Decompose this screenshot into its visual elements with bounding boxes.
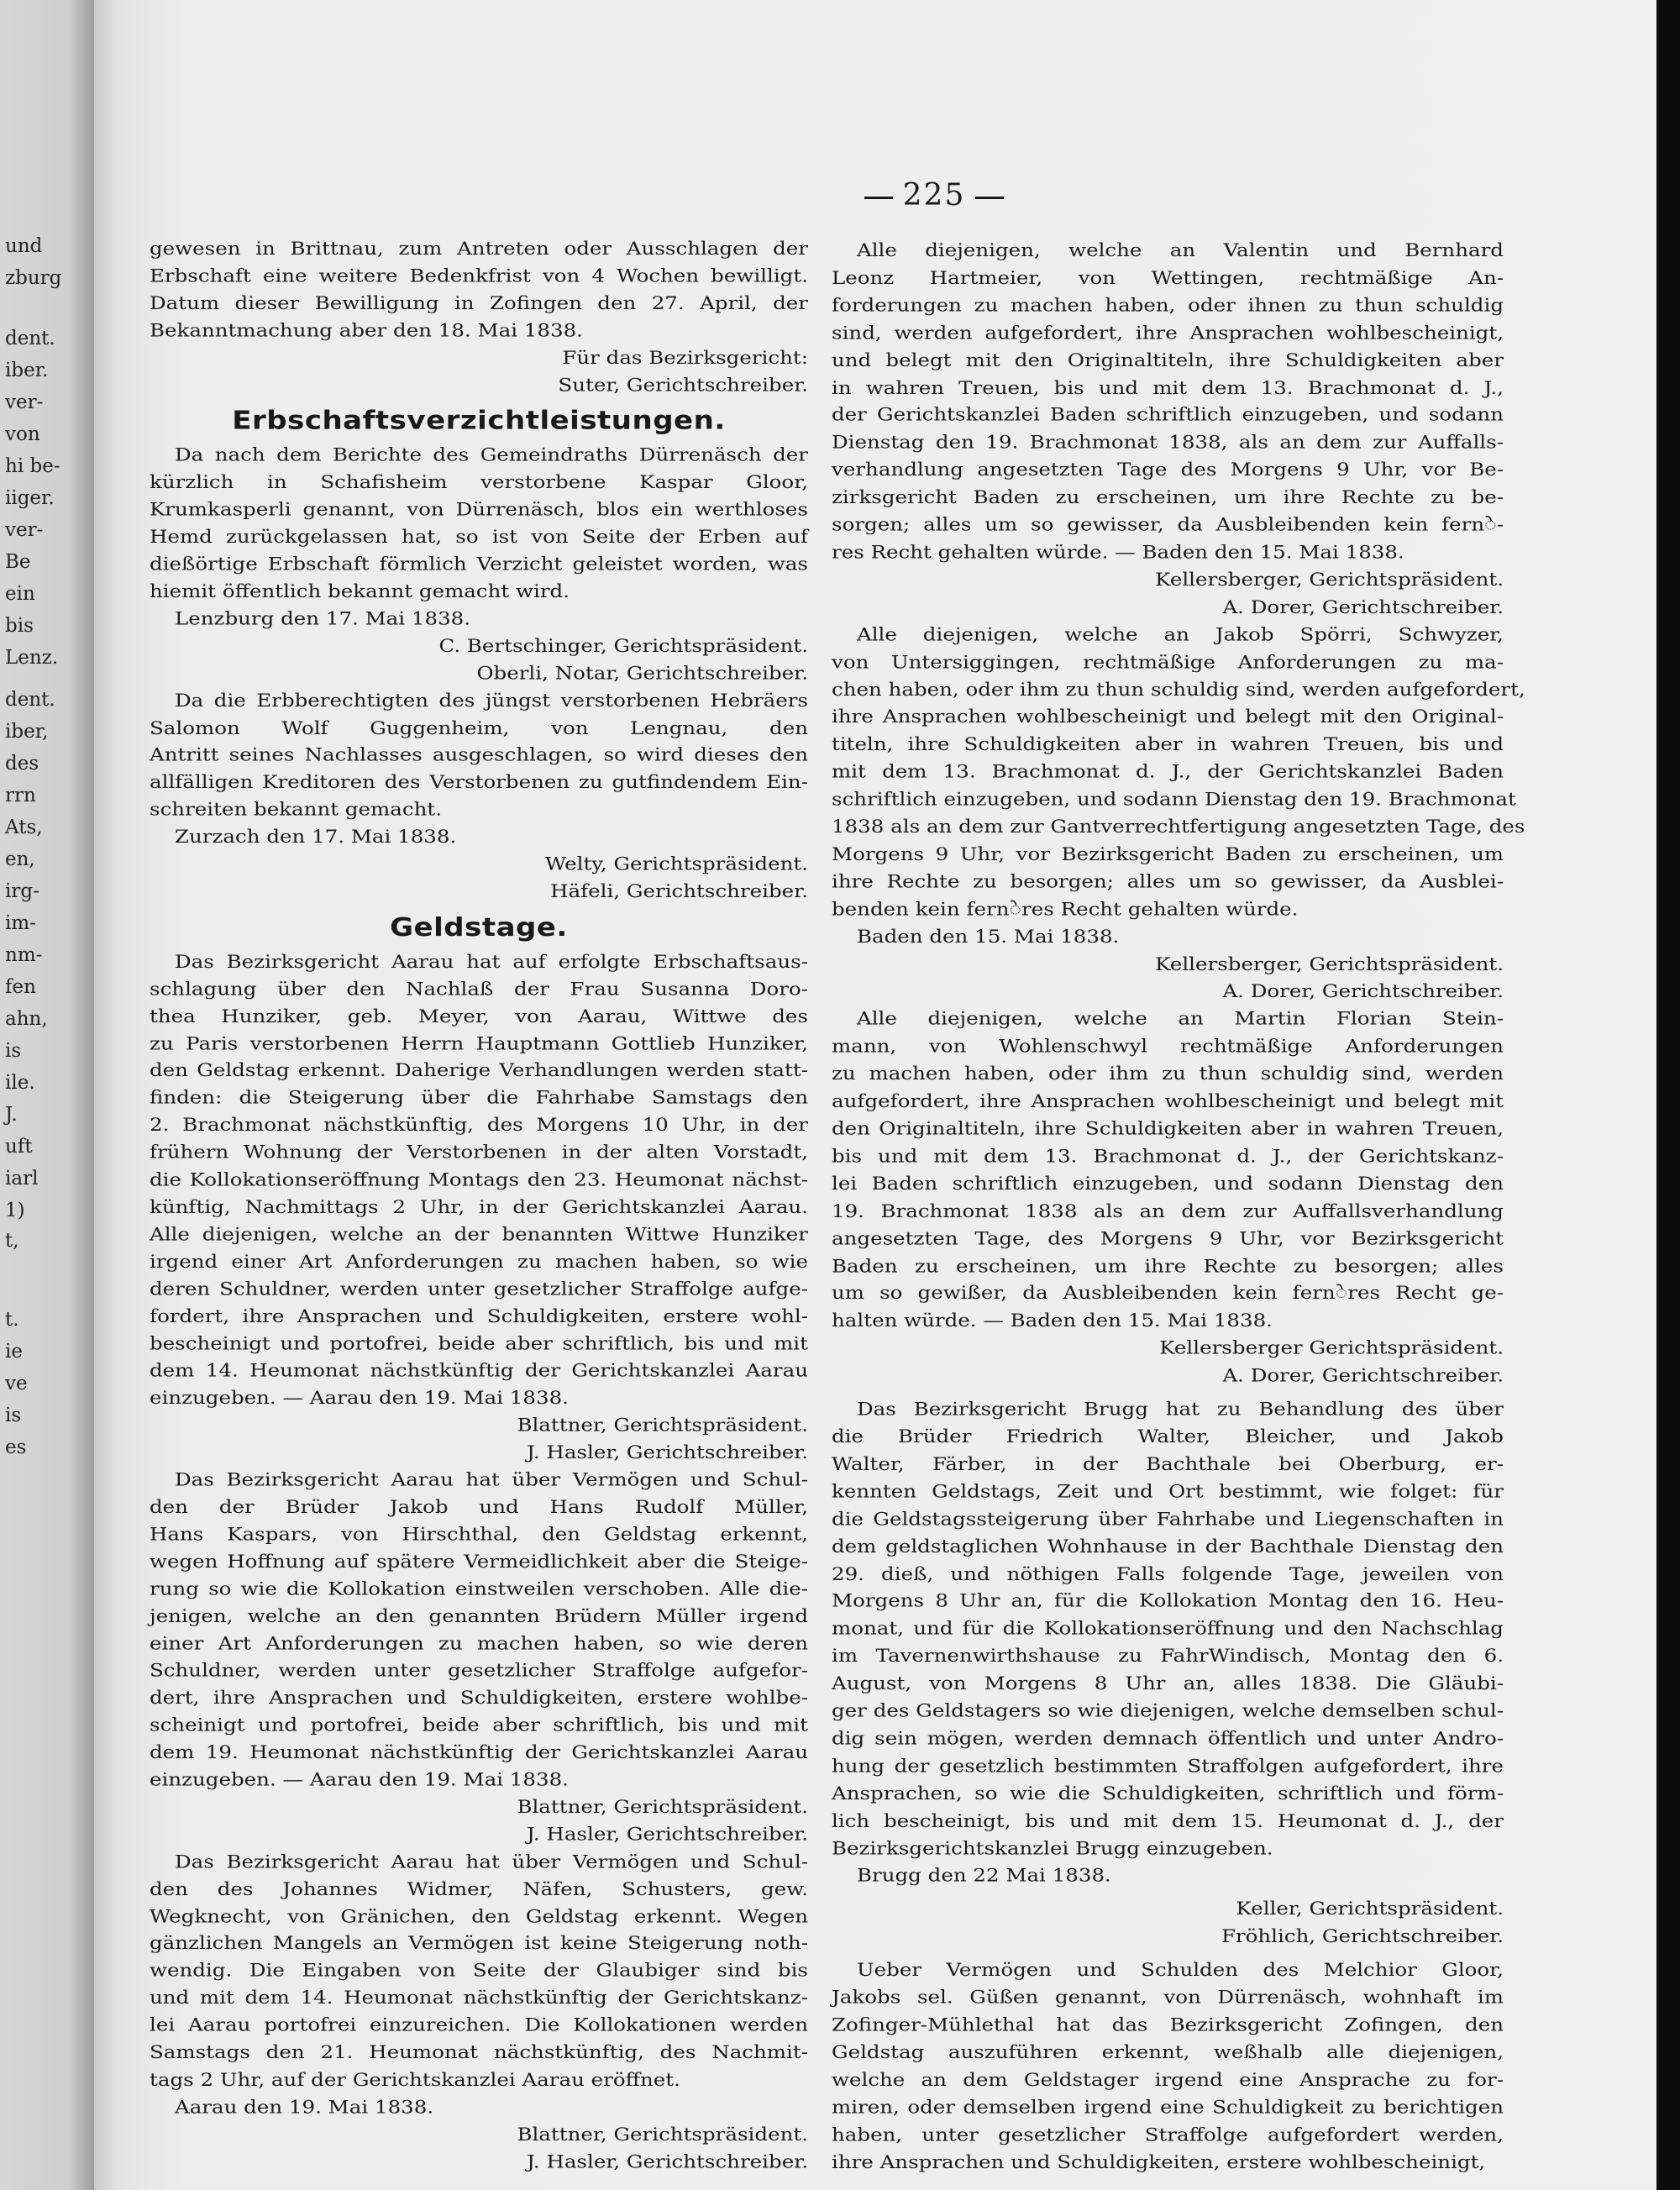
notice-line: thea Hunziker, geb. Meyer, von Aarau, Wittwe des bbox=[150, 1005, 808, 1027]
spacer bbox=[832, 1389, 1504, 1395]
prev-page-fragment: uft bbox=[5, 1136, 33, 1158]
notice-line: ihre Ansprachen wohlbescheinigt und belegt mit den Original- bbox=[832, 706, 1504, 727]
notice-line: Salomon Wolf Guggenheim, von Lengnau, den bbox=[150, 717, 808, 738]
notice-date: Aarau den 19. Mai 1838. bbox=[175, 2096, 434, 2118]
notice-line: lei Aarau portofrei einzureichen. Die Kollokationen werden bbox=[150, 2014, 808, 2036]
signature-clerk: J. Hasler, Gerichtschreiber. bbox=[526, 1441, 808, 1463]
notice-line: Walter, Färber, in der Bachthale bei Oberburg, er- bbox=[832, 1452, 1504, 1475]
spacer bbox=[832, 1889, 1504, 1895]
notice-line: dem 19. Heumonat nächstkünftig der Gerichtskanzlei Aarau bbox=[150, 1741, 808, 1763]
notice-line: dem geldstaglichen Wohnhause in der Bachthale Dienstag den bbox=[832, 1535, 1504, 1557]
notice-line: Leonz Hartmeier, von Wettingen, rechtmäßige An- bbox=[832, 266, 1504, 289]
prev-page-fragment: ie bbox=[5, 1341, 23, 1363]
notice-line: res Recht gehalten würde. — Baden den 15. Mai 1838. bbox=[832, 541, 1404, 563]
notice-line: deren Schuldner, werden unter gesetzlicher Straffolge aufge- bbox=[150, 1278, 808, 1300]
prev-page-fragment: ile. bbox=[5, 1072, 35, 1094]
signature-president: Blattner, Gerichtspräsident. bbox=[517, 1414, 808, 1436]
notice-line: forderungen zu machen haben, oder ihnen zu thun schuldig bbox=[832, 294, 1504, 316]
prev-page-fragment: rrn bbox=[5, 785, 36, 806]
prev-page-fragment: J. bbox=[5, 1104, 18, 1126]
spacer bbox=[832, 1951, 1504, 1956]
notice-line: Dienstag den 19. Brachmonat 1838, als an dem zur Auffalls- bbox=[832, 431, 1504, 454]
prev-page-fragment: ver- bbox=[5, 519, 44, 541]
prev-page-fragment: en, bbox=[5, 848, 35, 870]
prev-page-fragment: zburg bbox=[5, 267, 62, 289]
notice-line: Das Bezirksgericht Brugg hat zu Behandlung des über bbox=[857, 1398, 1504, 1420]
notice-line: dig sein mögen, werden demnach öffentlich und unter Andro- bbox=[832, 1727, 1504, 1749]
notice-line: bescheinigt und portofrei, beide aber schriftlich, bis und mit bbox=[150, 1331, 808, 1354]
notice-line: Wegknecht, von Gränichen, den Geldstag erkennt. Wegen bbox=[150, 1904, 808, 1927]
notice-date: Zurzach den 17. Mai 1838. bbox=[175, 825, 457, 848]
notice-line: scheinigt und portofrei, beide aber schriftlich, bis und mit bbox=[150, 1714, 808, 1736]
signature-president: Kellersberger, Gerichtspräsident. bbox=[1155, 953, 1504, 974]
notice-line: schreiten bekannt gemacht. bbox=[150, 798, 443, 821]
signature-president: Kellersberger Gerichtspräsident. bbox=[1159, 1337, 1504, 1359]
notice-line: fordert, ihre Ansprachen und Schuldigkeiten, erstere wohl- bbox=[150, 1305, 808, 1326]
prev-page-fragment: Be bbox=[5, 551, 31, 573]
notice-line: 2. Brachmonat nächstkünftig, des Morgens 10 Uhr, in der bbox=[150, 1114, 808, 1136]
prev-page-fragment: es bbox=[5, 1436, 27, 1458]
notice-line: aufgefordert, ihre Ansprachen wohlbescheinigt und belegt mit bbox=[832, 1090, 1504, 1112]
notice-line: einer Art Anforderungen zu machen haben, so wie deren bbox=[150, 1632, 808, 1654]
prev-page-fragment: ver- bbox=[5, 391, 44, 413]
prev-page-fragment: des bbox=[5, 753, 39, 775]
notice-line: gänzlichen Mangels an Vermögen ist keine Steigerung noth- bbox=[150, 1932, 808, 1954]
notice-line: Geldstag auszuführen erkennt, weßhalb alle diejenigen, bbox=[832, 2040, 1504, 2063]
notice-line: dem 14. Heumonat nächstkünftig der Gerichtskanzlei Aarau bbox=[150, 1359, 808, 1381]
notice-line: mann, von Wohlenschwyl rechtmäßige Anforderungen bbox=[832, 1035, 1504, 1057]
notice-line: der Gerichtskanzlei Baden schriftlich einzugeben, und sodann bbox=[832, 403, 1504, 426]
notice-line: Alle diejenigen, welche an Jakob Spörri, Schwyzer, bbox=[857, 623, 1504, 645]
prev-page-fragment: Lenz. bbox=[5, 647, 59, 669]
notice-line: zu machen haben, oder ihm zu thun schuldig sind, werden bbox=[832, 1062, 1504, 1084]
prev-page-fragment: ein bbox=[5, 583, 35, 605]
signature-clerk: Häfeli, Gerichtschreiber. bbox=[550, 880, 808, 902]
notice-line: Ueber Vermögen und Schulden des Melchior Gloor, bbox=[857, 1958, 1504, 1981]
prev-page-fragment: 1) bbox=[5, 1200, 25, 1221]
notice-line: ger des Geldstagers so wie diejenigen, welche demselben schul- bbox=[832, 1699, 1504, 1722]
notice-line: schriftlich einzugeben, und sodann Dienstag den 19. Brachmonat bbox=[832, 788, 1516, 810]
signature-clerk: A. Dorer, Gerichtschreiber. bbox=[1222, 1364, 1504, 1386]
notice-line: kürzlich in Schafisheim verstorbene Kaspar Gloor, bbox=[150, 470, 808, 493]
intro-line: gewesen in Brittnau, zum Antreten oder Ausschlagen der bbox=[150, 237, 808, 260]
prev-page-fragment: dent. bbox=[5, 689, 55, 711]
section-heading: Erbschaftsverzichtleistungen. bbox=[232, 406, 726, 436]
signature-clerk: A. Dorer, Gerichtschreiber. bbox=[1222, 979, 1504, 1002]
notice-date: Baden den 15. Mai 1838. bbox=[857, 925, 1120, 948]
signature-president: Welty, Gerichtspräsident. bbox=[544, 853, 808, 874]
notice-line: 19. Brachmonat 1838 als an dem zur Auffallsverhandlung bbox=[832, 1200, 1504, 1221]
notice-line: Morgens 9 Uhr, vor Bezirksgericht Baden zu erscheinen, um bbox=[832, 843, 1504, 865]
prev-page-fragment: Ats, bbox=[5, 817, 43, 838]
notice-line: den Originaltiteln, ihre Schuldigkeiten aber in wahren Treuen, bbox=[832, 1117, 1504, 1139]
notice-line: bis und mit dem 13. Brachmonat d. J., der Gerichtskanz- bbox=[832, 1144, 1504, 1167]
notice-line: Alle diejenigen, welche an der benannten Wittwe Hunziker bbox=[150, 1223, 808, 1245]
signature-clerk: A. Dorer, Gerichtschreiber. bbox=[1222, 596, 1504, 618]
notice-line: frühern Wohnung der Verstorbenen in der alten Vorstadt, bbox=[150, 1141, 808, 1163]
notice-line: Alle diejenigen, welche an Valentin und Bernhard bbox=[857, 239, 1504, 261]
section-heading: Geldstage. bbox=[390, 912, 568, 943]
prev-page-fragment: t. bbox=[5, 1309, 19, 1331]
signature-president: Kellersberger, Gerichtspräsident. bbox=[1155, 568, 1504, 591]
notice-line: Morgens 8 Uhr an, für die Kollokation Montag den 16. Heu- bbox=[832, 1589, 1504, 1612]
notice-line: hiemit öffentlich bekannt gemacht wird. bbox=[150, 580, 570, 602]
notice-line: ihre Ansprachen und Schuldigkeiten, erstere wohlbescheinigt, bbox=[832, 2151, 1486, 2173]
notice-line: Krumkasperli genannt, von Dürrenäsch, blos ein werthloses bbox=[150, 498, 808, 520]
notice-line: dert, ihre Ansprachen und Schuldigkeiten, erstere wohlbe- bbox=[150, 1687, 808, 1709]
notice-line: den Geldstag erkennt. Daherige Verhandlungen werden statt- bbox=[150, 1059, 808, 1081]
notice-line: Das Bezirksgericht Aarau hat über Vermögen und Schul- bbox=[175, 1468, 808, 1490]
notice-line: wendig. Die Eingaben von Seite der Glaubiger sind bis bbox=[150, 1959, 808, 1982]
notice-line: Antritt seines Nachlasses ausgeschlagen, so wird dieses den bbox=[150, 743, 808, 766]
dash-right bbox=[975, 197, 1004, 199]
notice-line: die Brüder Friedrich Walter, Bleicher, und Jakob bbox=[832, 1425, 1504, 1447]
notice-line: einzugeben. — Aarau den 19. Mai 1838. bbox=[150, 1768, 569, 1790]
notice-line: tags 2 Uhr, auf der Gerichtskanzlei Aarau eröffnet. bbox=[150, 2068, 680, 2091]
notice-line: sind, werden aufgefordert, ihre Ansprachen wohlbescheinigt, bbox=[832, 321, 1504, 344]
notice-line: hung der gesetzlich bestimmten Straffolgen aufgefordert, ihre bbox=[832, 1754, 1504, 1777]
prev-page-fragment: ahn, bbox=[5, 1008, 48, 1030]
notice-line: wegen Hoffnung auf spätere Vermeidlichkeit aber die Steige- bbox=[150, 1550, 808, 1573]
notice-line: finden: die Steigerung über die Fahrhabe Samstags den bbox=[150, 1086, 808, 1109]
notice-line: zu Paris verstorbenen Herrn Hauptmann Gottlieb Hunziker, bbox=[150, 1032, 808, 1054]
notice-line: künftig, Nachmittags 2 Uhr, in der Gerichtskanzlei Aarau. bbox=[150, 1195, 808, 1218]
prev-page-fragment: is bbox=[5, 1405, 22, 1426]
notice-line: kennten Geldstags, Zeit und Ort bestimmt, wie folget: für bbox=[832, 1480, 1504, 1502]
prev-page-fragment: is bbox=[5, 1040, 22, 1062]
page-number-text: 225 bbox=[902, 178, 966, 213]
notice-line: Da nach dem Berichte des Gemeindraths Dürrenäsch der bbox=[175, 444, 808, 465]
notice-line: Das Bezirksgericht Aarau hat über Vermögen und Schul- bbox=[175, 1850, 808, 1872]
prev-page-fragment: fen bbox=[5, 976, 36, 998]
intro-line: Erbschaft eine weitere Bedenkfrist von 4 Wochen bewilligt. bbox=[150, 265, 808, 286]
prev-page-fragment: dent. bbox=[5, 328, 55, 349]
notice-line: schlagung über den Nachlaß der Frau Susanna Doro- bbox=[150, 977, 808, 1000]
signature-president: Blattner, Gerichtspräsident. bbox=[517, 2123, 808, 2145]
notice-line: in wahren Treuen, bis und mit dem 13. Brachmonat d. J., bbox=[832, 376, 1504, 398]
notice-line: Samstags den 21. Heumonat nächstkünftig, des Nachmit- bbox=[150, 2041, 808, 2063]
page-number bbox=[833, 178, 1035, 213]
intro-line: Datum dieser Bewilligung in Zofingen den 27. April, der bbox=[150, 291, 808, 314]
notice-line: Ansprachen, so wie die Schuldigkeiten, schriftlich und förm- bbox=[832, 1782, 1504, 1804]
notice-line: August, von Morgens 8 Uhr an, alles 1838. Die Gläubi- bbox=[832, 1672, 1504, 1694]
prev-page-fragment: iber. bbox=[5, 360, 49, 381]
notice-line: Da die Erbberechtigten des jüngst verstorbenen Hebräers bbox=[175, 689, 808, 712]
notice-line: allfälligen Kreditoren des Verstorbenen zu gutfindendem Ein- bbox=[150, 771, 808, 793]
notice-line: sorgen; alles um so gewisser, da Ausbleibenden kein fernे- bbox=[832, 513, 1504, 536]
notice-line: angesetzten Tage, des Morgens 9 Uhr, vor Bezirksgericht bbox=[832, 1226, 1504, 1249]
left-column bbox=[150, 235, 808, 2176]
notice-line: Hemd zurückgelassen hat, so ist von Seite der Erben auf bbox=[150, 525, 808, 548]
notice-line: verhandlung angesetzten Tage des Morgens 9 Uhr, vor Be- bbox=[832, 459, 1504, 481]
notice-line: die Kollokationseröffnung Montags den 23. Heumonat nächst- bbox=[150, 1169, 808, 1190]
prev-page-fragment: und bbox=[5, 235, 43, 257]
notice-line: die Geldstagssteigerung über Fahrhabe und Liegenschaften in bbox=[832, 1507, 1504, 1530]
notice-line: welche an dem Geldstager irgend eine Ansprache zu for- bbox=[832, 2068, 1504, 2091]
notice-line: Baden zu erscheinen, um ihre Rechte zu besorgen; alles bbox=[832, 1254, 1504, 1277]
notice-line: dießörtige Erbschaft förmlich Verzicht geleistet worden, was bbox=[150, 553, 808, 575]
notice-line: Hans Kaspars, von Hirschthal, den Geldstag erkennt, bbox=[150, 1523, 808, 1545]
notice-line: titeln, ihre Schuldigkeiten aber in wahren Treuen, bis und bbox=[832, 733, 1504, 755]
notice-line: und belegt mit den Originaltiteln, ihre Schuldigkeiten aber bbox=[832, 349, 1504, 371]
notice-line: haben, unter gesetzlicher Straffolge aufgefordert werden, bbox=[832, 2123, 1504, 2145]
notice-date: Brugg den 22 Mai 1838. bbox=[857, 1864, 1111, 1887]
prev-page-fragment: iber, bbox=[5, 721, 49, 743]
prev-page-fragment: t, bbox=[5, 1230, 19, 1252]
notice-line: lich bescheinigt, bis und mit dem 15. Heumonat d. J., der bbox=[832, 1809, 1504, 1831]
notice-line: halten würde. — Baden den 15. Mai 1838. bbox=[832, 1309, 1273, 1331]
signature-clerk: Suter, Gerichtschreiber. bbox=[558, 373, 808, 396]
notice-line: chen haben, oder ihm zu thun schuldig sind, werden aufgefordert, bbox=[832, 678, 1525, 701]
notice-line: Alle diejenigen, welche an Martin Florian Stein- bbox=[857, 1007, 1504, 1030]
notice-line: miren, oder demselben irgend eine Schuldigkeit zu berichtigen bbox=[832, 2096, 1504, 2118]
notice-date: Lenzburg den 17. Mai 1838. bbox=[175, 607, 471, 629]
signature-clerk: J. Hasler, Gerichtschreiber. bbox=[526, 1823, 808, 1845]
notice-line: Zofinger-Mühlethal hat das Bezirksgericht Zofingen, den bbox=[832, 2013, 1504, 2035]
intro-line: Bekanntmachung aber den 18. Mai 1838. bbox=[150, 319, 583, 341]
notice-line: um so gewißer, da Ausbleibenden kein fernेres Recht ge- bbox=[832, 1282, 1504, 1304]
notice-line: ihre Rechte zu besorgen; alles um so gewisser, da Ausblei- bbox=[832, 870, 1504, 892]
notice-line: und mit dem 14. Heumonat nächstkünftig der Gerichtskanz- bbox=[150, 1987, 808, 2009]
prev-page-fragment: bis bbox=[5, 615, 34, 637]
notice-line: Das Bezirksgericht Aarau hat auf erfolgte Erbschaftsaus- bbox=[175, 950, 808, 972]
signature-president: Für das Bezirksgericht: bbox=[562, 346, 808, 369]
signature-president: Blattner, Gerichtspräsident. bbox=[517, 1795, 808, 1818]
dash-left bbox=[864, 197, 893, 199]
notice-line: benden kein fernेres Recht gehalten würde. bbox=[832, 897, 1299, 920]
notice-line: monat, und für die Kollokationseröffnung und den Nachschlag bbox=[832, 1617, 1504, 1640]
notice-line: mit dem 13. Brachmonat d. J., der Gerichtskanzlei Baden bbox=[832, 760, 1504, 783]
right-column bbox=[832, 237, 1525, 2176]
previous-page-edge bbox=[0, 0, 94, 2190]
prev-page-fragment: iiger. bbox=[5, 487, 55, 509]
notice-line: rung so wie die Kollokation einstweilen verschoben. Alle die- bbox=[150, 1578, 808, 1599]
prev-page-fragment: von bbox=[5, 423, 40, 445]
notice-line: Schuldner, werden unter gesetzlicher Straffolge aufgefor- bbox=[150, 1659, 808, 1682]
prev-page-fragment: nm- bbox=[5, 944, 43, 966]
notice-line: Bezirksgerichtskanzlei Brugg einzugeben. bbox=[832, 1836, 1273, 1859]
signature-clerk: Oberli, Notar, Gerichtschreiber. bbox=[476, 662, 808, 684]
prev-page-fragment: im- bbox=[5, 912, 36, 934]
signature-president: C. Bertschinger, Gerichtspräsident. bbox=[438, 634, 808, 657]
signature-clerk: Fröhlich, Gerichtschreiber. bbox=[1221, 1925, 1504, 1947]
notice-line: 1838 als an dem zur Gantverrechtfertigung angesetzten Tage, des bbox=[832, 815, 1525, 838]
notice-line: den des Johannes Widmer, Näfen, Schusters, gew. bbox=[150, 1878, 808, 1899]
prev-page-fragment: iarl bbox=[5, 1168, 39, 1190]
notice-line: lei Baden schriftlich einzugeben, und sodann Dienstag den bbox=[832, 1172, 1504, 1195]
prev-page-fragment: ve bbox=[5, 1373, 28, 1394]
prev-page-fragment: irg- bbox=[5, 880, 39, 902]
signature-president: Keller, Gerichtspräsident. bbox=[1236, 1898, 1504, 1920]
notice-line: den der Brüder Jakob und Hans Rudolf Müller, bbox=[150, 1495, 808, 1518]
notice-line: zirksgericht Baden zu erscheinen, um ihre Rechte zu be- bbox=[832, 486, 1504, 508]
notice-line: von Untersiggingen, rechtmäßige Anforderungen zu ma- bbox=[832, 650, 1504, 673]
notice-line: irgend einer Art Anforderungen zu machen haben, so wie bbox=[150, 1250, 808, 1273]
notice-line: einzugeben. — Aarau den 19. Mai 1838. bbox=[150, 1386, 569, 1409]
notice-line: 29. dieß, und nöthigen Falls folgende Tage, jeweilen von bbox=[832, 1562, 1504, 1584]
notice-line: Jakobs sel. Güßen genannt, von Dürrenäsch, wohnhaft im bbox=[832, 1986, 1504, 2008]
signature-clerk: J. Hasler, Gerichtschreiber. bbox=[526, 2150, 808, 2172]
notice-line: im Tavernenwirthshause zu FahrWindisch, Montag den 6. bbox=[832, 1645, 1504, 1667]
notice-line: jenigen, welche an den genannten Brüdern Müller irgend bbox=[150, 1604, 808, 1627]
prev-page-fragment: hi be- bbox=[5, 455, 60, 477]
